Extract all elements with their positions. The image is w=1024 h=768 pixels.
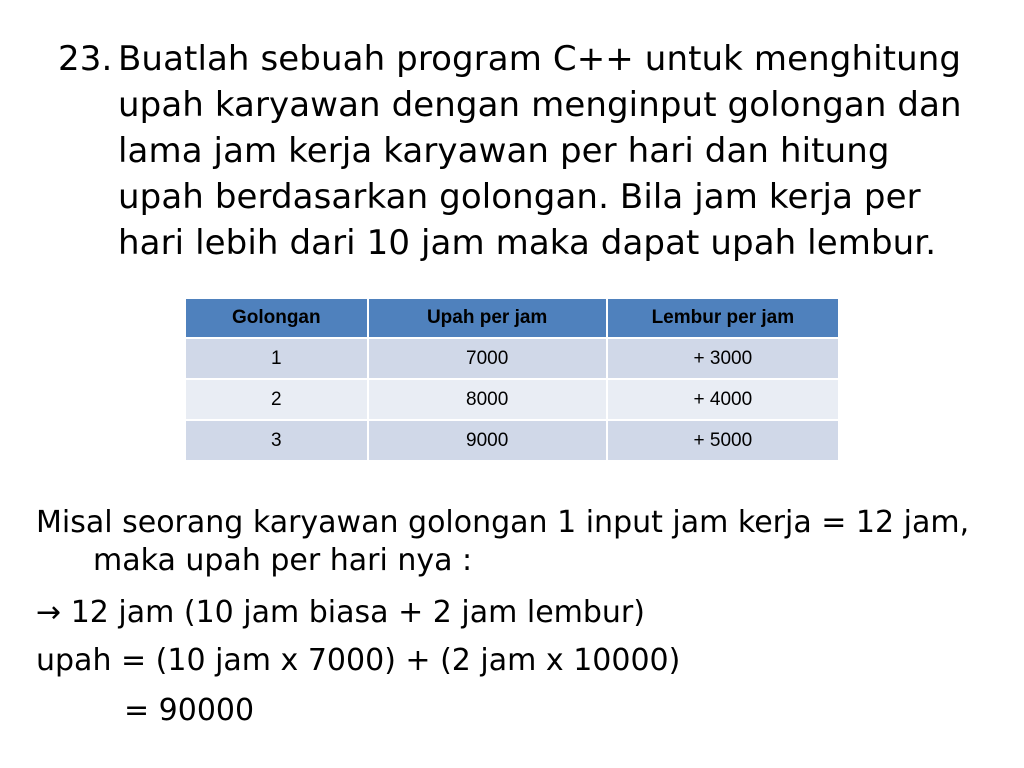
problem-line: upah berdasarkan golongan. Bila jam kerja per bbox=[118, 177, 921, 217]
table-row bbox=[185, 420, 839, 461]
problem-line: Buatlah sebuah program C++ untuk menghitung bbox=[118, 39, 962, 79]
problem-statement bbox=[58, 36, 998, 266]
example-line-1b: maka upah per hari nya : bbox=[93, 543, 473, 578]
problem-text bbox=[118, 36, 998, 266]
wage-table bbox=[184, 297, 840, 462]
header-upah-per-jam: Upah per jam bbox=[368, 298, 607, 338]
arrow-right-icon: → bbox=[36, 595, 62, 630]
example-section bbox=[36, 504, 1006, 730]
table-cell: + 4000 bbox=[607, 379, 839, 420]
example-line-1: Misal seorang karyawan golongan 1 input jam kerja = 12 jam, bbox=[36, 505, 970, 540]
header-lembur-per-jam: Lembur per jam bbox=[607, 298, 839, 338]
problem-number: 23. bbox=[58, 39, 113, 79]
problem-line: lama jam kerja karyawan per hari dan hitung bbox=[118, 131, 890, 171]
table-cell: 1 bbox=[185, 338, 368, 379]
table-cell: 8000 bbox=[368, 379, 607, 420]
table-cell: 3 bbox=[185, 420, 368, 461]
table-row bbox=[185, 379, 839, 420]
header-golongan: Golongan bbox=[185, 298, 368, 338]
example-line-2 bbox=[36, 594, 1006, 632]
table-cell: 7000 bbox=[368, 338, 607, 379]
table-cell: 9000 bbox=[368, 420, 607, 461]
table-header-row bbox=[185, 298, 839, 338]
table-cell: + 3000 bbox=[607, 338, 839, 379]
example-result: = 90000 bbox=[124, 693, 255, 728]
example-line-2-text: 12 jam (10 jam biasa + 2 jam lembur) bbox=[70, 595, 645, 630]
table-row bbox=[185, 338, 839, 379]
problem-line: hari lebih dari 10 jam maka dapat upah lembur. bbox=[118, 223, 937, 263]
problem-line: upah karyawan dengan menginput golongan dan bbox=[118, 85, 962, 125]
example-line-3: upah = (10 jam x 7000) + (2 jam x 10000) bbox=[36, 643, 681, 678]
table-cell: 2 bbox=[185, 379, 368, 420]
table-cell: + 5000 bbox=[607, 420, 839, 461]
